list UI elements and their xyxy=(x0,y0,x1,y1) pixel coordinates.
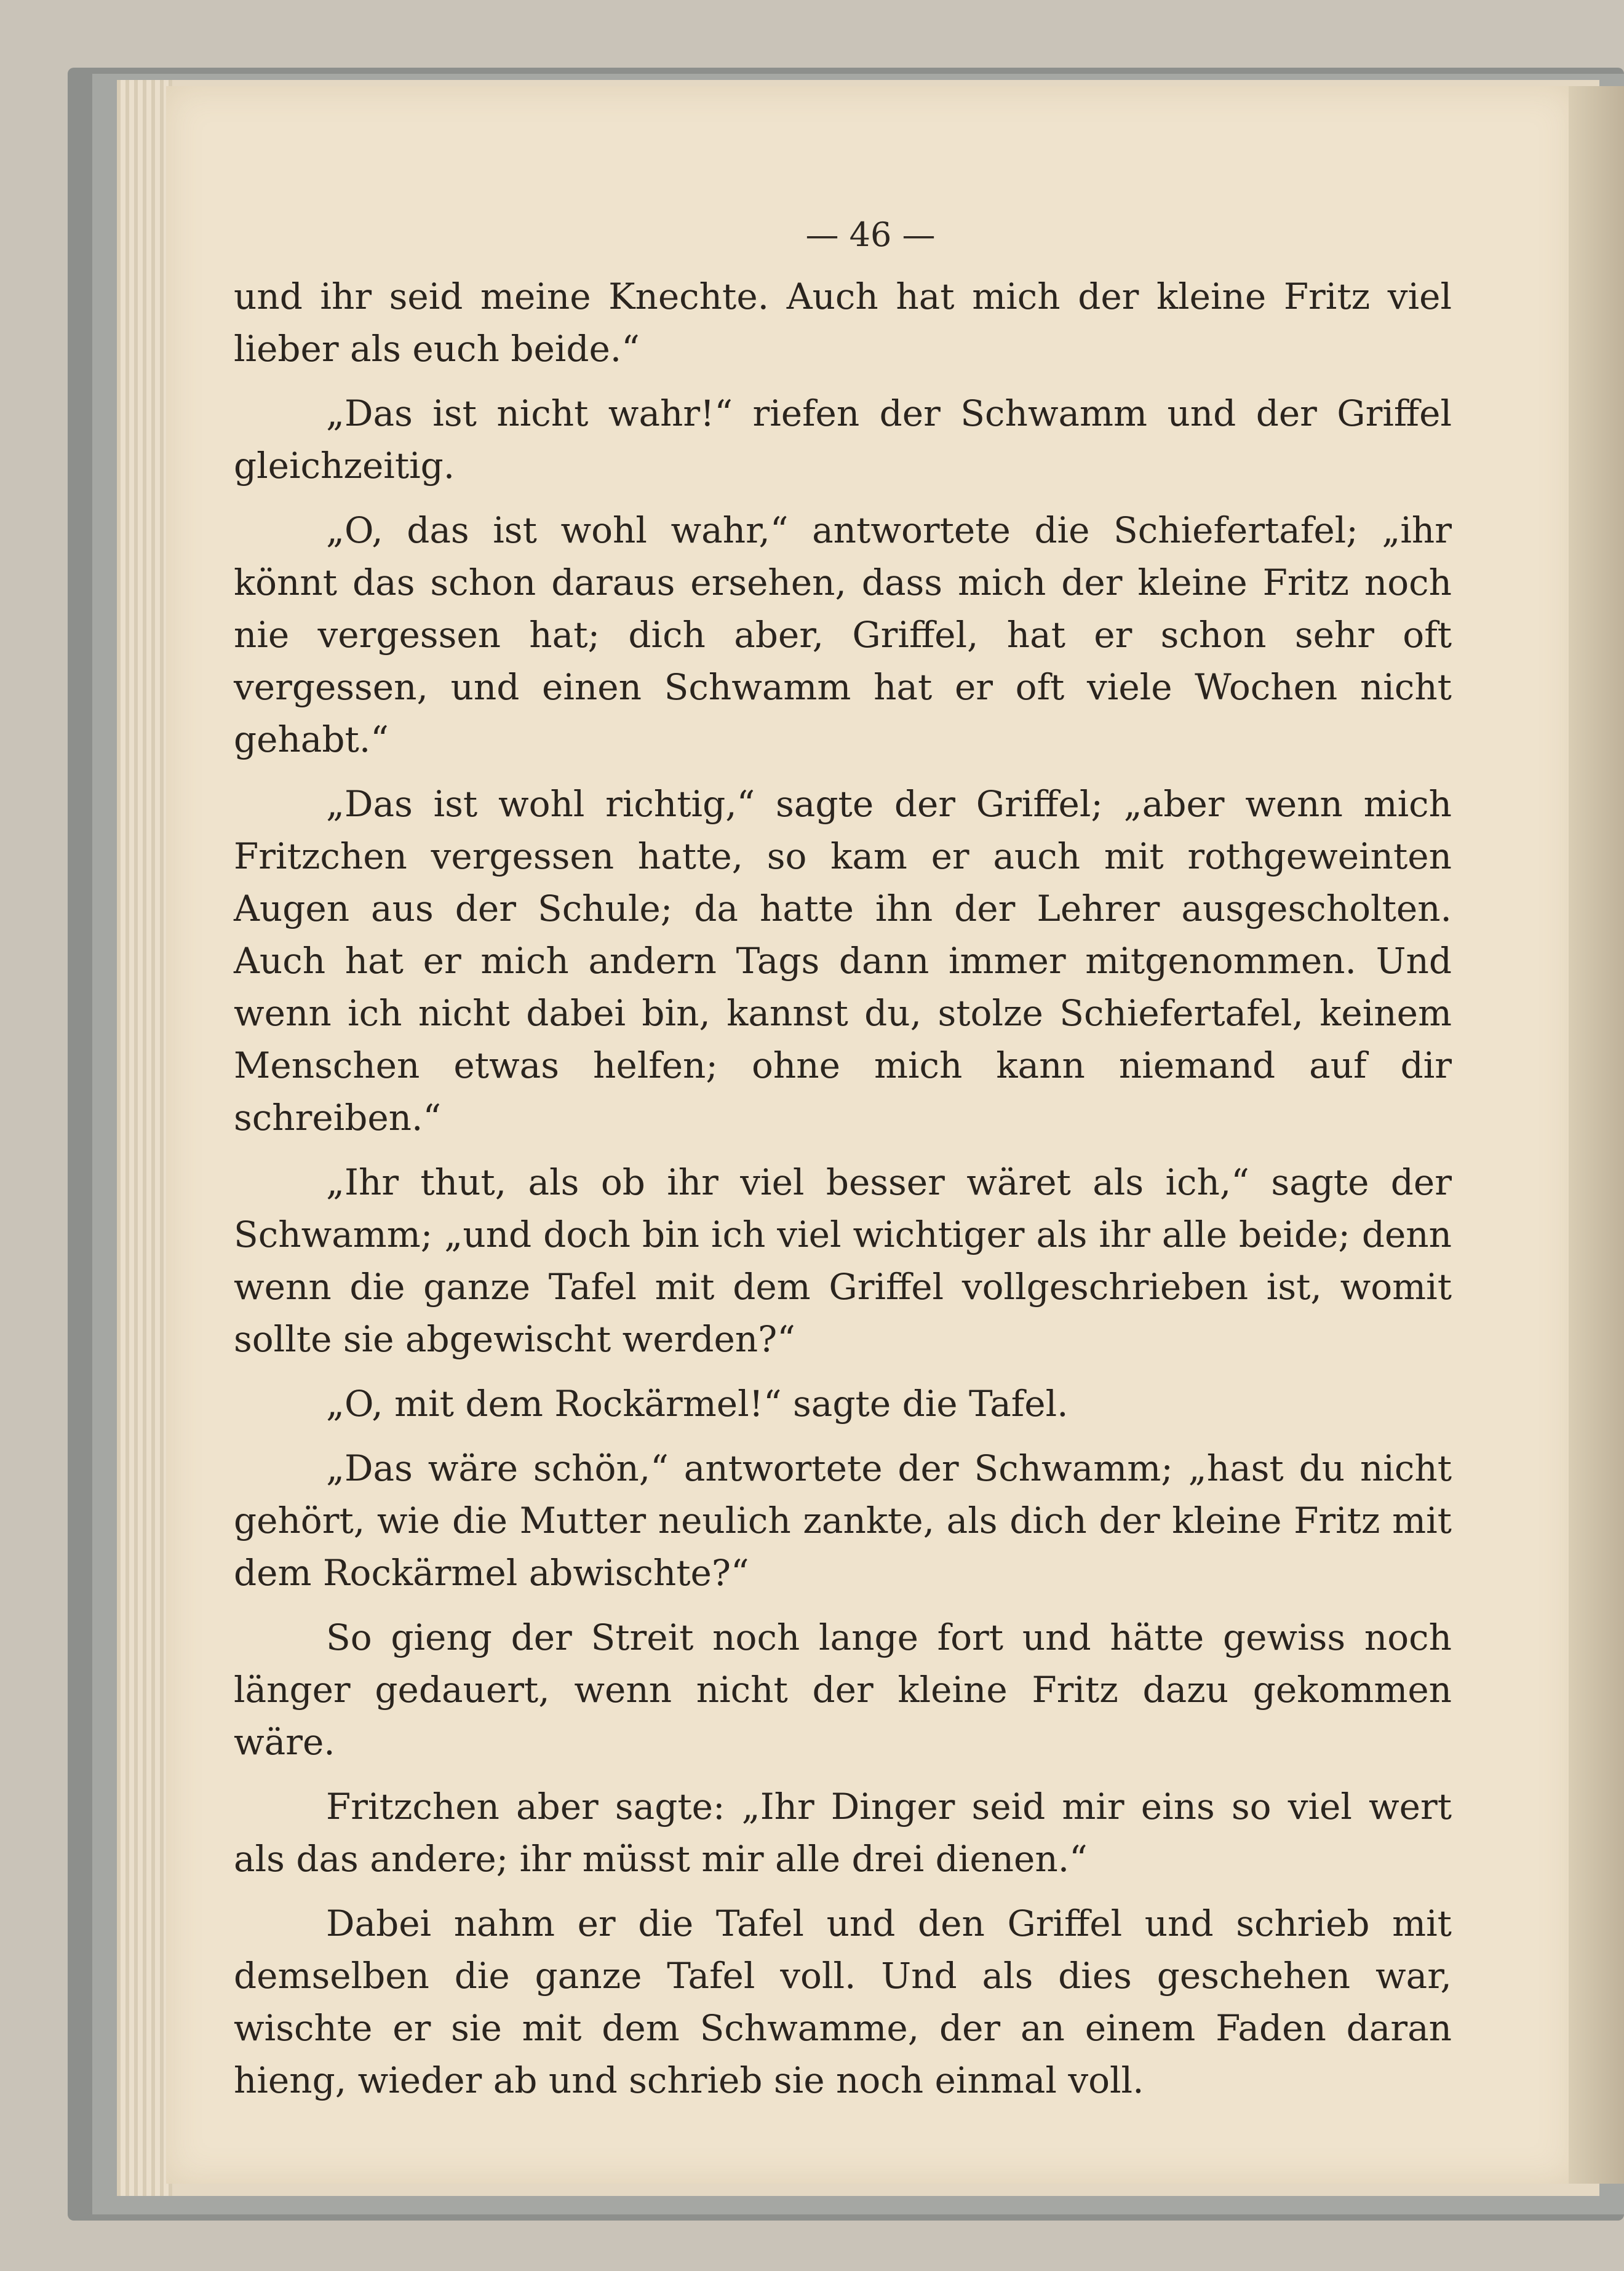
paragraph: „O, das ist wohl wahr,“ antwortete die Schiefertafel; „ihr könnt das schon daraus ersehen, dass mich der kleine Fritz noch nie vergessen hat; dich aber, Griffel, hat er schon sehr oft vergessen, und einen Schwamm hat er oft viele Wochen nicht gehabt.“ xyxy=(234,509,1452,760)
paragraph: „Ihr thut, als ob ihr viel besser wäret als ich,“ sagte der Schwamm; „und doch bin ich viel wichtiger als ihr alle beide; denn wenn die ganze Tafel mit dem Griffel vollgeschrieben ist, womit sollte sie abgewischt werden?“ xyxy=(234,1161,1452,1360)
page-gutter xyxy=(1569,86,1624,2184)
paragraph: So gieng der Streit noch lange fort und hätte gewiss noch länger gedauert, wenn nicht der kleine Fritz dazu gekommen wäre. xyxy=(234,1617,1452,1763)
paragraph: „O, mit dem Rockärmel!“ sagte die Tafel. xyxy=(326,1383,1069,1425)
paragraph: „Das ist wohl richtig,“ sagte der Griffel; „aber wenn mich Fritzchen vergessen hatte, so kam er auch mit rothgeweinten Augen aus der Schule; da hatte ihn der Lehrer ausgescholten. Auch hat er mich andern Tags dann immer mitgenommen. Und wenn ich nicht dabei bin, kannst du, stolze Schiefertafel, keinem Menschen etwas helfen; ohne mich kann niemand auf dir schreiben.“ xyxy=(234,783,1452,1139)
page-number: — 46 — xyxy=(805,215,936,254)
paragraph: „Das ist nicht wahr!“ riefen der Schwamm und der Griffel gleichzeitig. xyxy=(234,392,1452,487)
paragraph: „Das wäre schön,“ antwortete der Schwamm; „hast du nicht gehört, wie die Mutter neulich zankte, als dich der kleine Fritz mit dem Rockärmel abwischte?“ xyxy=(234,1447,1452,1594)
paragraph: Dabei nahm er die Tafel und den Griffel und schrieb mit demselben die ganze Tafel voll. Und als dies geschehen war, wischte er sie mit dem Schwamme, der an einem Faden daran hieng, wieder ab und schrieb sie noch einmal voll. xyxy=(234,1903,1452,2101)
paragraph: und ihr seid meine Knechte. Auch hat mich der kleine Fritz viel lieber als euch beide.“ xyxy=(234,276,1452,370)
paragraph: Fritzchen aber sagte: „Ihr Dinger seid mir eins so viel wert als das andere; ihr müsst mir alle drei dienen.“ xyxy=(234,1786,1452,1880)
body-text xyxy=(234,271,1452,2107)
